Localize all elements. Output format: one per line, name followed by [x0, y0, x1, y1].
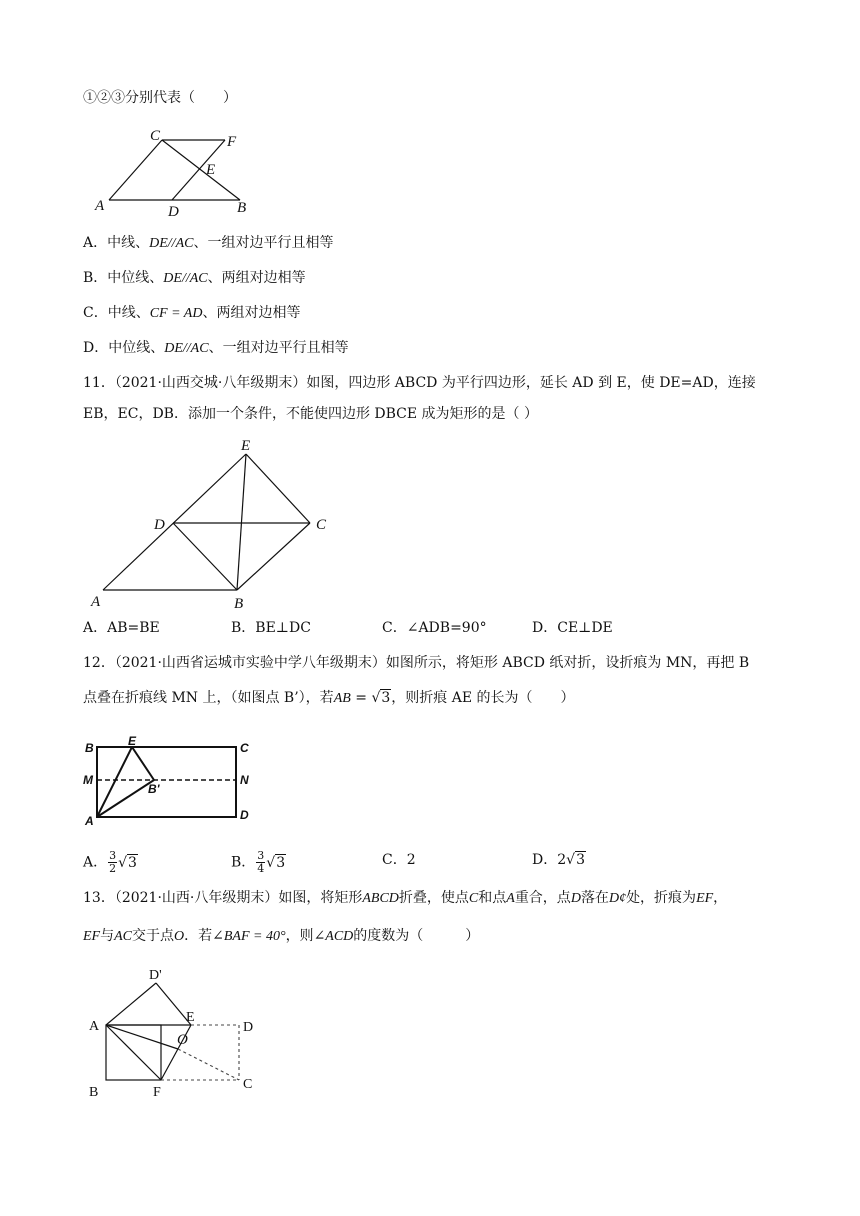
q10-label-B: B — [237, 200, 247, 216]
q13-label-B: B — [89, 1085, 99, 1100]
q13-stem-line2: EF与AC交于点O．若∠BAF = 40°，则∠ACD的度数为（ ） — [83, 928, 480, 944]
q13-label-D: D — [243, 1020, 254, 1035]
q12-option-c: C．2 — [382, 852, 416, 868]
q12-label-E: E — [128, 734, 137, 748]
q11-option-a: A．AB=BE — [83, 620, 160, 636]
q13-figure — [86, 965, 286, 1105]
q11-label-A: A — [91, 594, 101, 610]
q10-label-C: C — [150, 128, 161, 144]
q12-option-d: D．2√3 — [532, 852, 585, 868]
q13-label-O: O — [177, 1032, 188, 1048]
q10-option-b: B．中位线、DE//AC、两组对边相等 — [83, 270, 306, 286]
q11-label-D: D — [154, 517, 165, 533]
q13-label-E: E — [186, 1010, 195, 1025]
q10-label-F: F — [227, 134, 237, 150]
q10-label-E: E — [206, 162, 216, 178]
fraction: $\frac{3}{2}$ — [109, 849, 117, 875]
q10-label-A: A — [95, 198, 105, 214]
q12-stem-line2: 点叠在折痕线 MN 上，（如图点 B’），若AB = √3，则折痕 AE 的长为（ ） — [83, 690, 575, 706]
q13-stem-line1: 13．（2021·山西·八年级期末）如图，将矩形ABCD折叠，使点C和点A重合，点D落在D¢处，折痕为EF， — [83, 890, 728, 906]
q13-label-C: C — [243, 1077, 253, 1092]
sqrt-symbol: √3 — [566, 852, 585, 868]
sqrt-symbol: √3 — [266, 854, 286, 871]
q11-option-b: B．BE⊥DC — [231, 620, 311, 636]
q10-stem: ①②③分别代表（ ） — [83, 90, 237, 106]
sqrt-symbol: √3 — [371, 690, 391, 706]
q12-figure — [82, 733, 262, 833]
q12-label-A: A — [85, 814, 94, 828]
q11-label-B: B — [234, 596, 244, 612]
q13-label-A: A — [89, 1019, 100, 1034]
q10-option-a: A．中线、DE//AC、一组对边平行且相等 — [83, 235, 334, 251]
q12-label-B: B — [85, 741, 94, 755]
q11-stem-line1: 11．（2021·山西交城·八年级期末）如图，四边形 ABCD 为平行四边形，延长 AD 到 E，使 DE=AD，连接 — [83, 375, 756, 391]
q11-option-d: D．CE⊥DE — [532, 620, 613, 636]
q12-label-N: N — [240, 773, 249, 787]
sqrt-symbol: √3 — [118, 854, 137, 871]
q12-option-b: B． $\frac{3}{4}$ √3 — [231, 849, 286, 875]
q12-label-C: C — [240, 741, 249, 755]
q12-stem-line1: 12．（2021·山西省运城市实验中学八年级期末）如图所示，将矩形 ABCD 纸对折，设折痕为 MN，再把 B — [83, 655, 750, 671]
q10-option-c: C．中线、CF = AD、两组对边相等 — [83, 305, 301, 321]
q12-label-M: M — [83, 773, 93, 787]
fraction: $\frac{3}{4}$ — [257, 849, 265, 875]
q10-label-D: D — [168, 204, 179, 220]
q11-label-E: E — [241, 438, 251, 454]
q11-stem-line2: EB，EC，DB．添加一个条件，不能使四边形 DBCE 成为矩形的是（ ） — [83, 406, 539, 422]
q10-figure — [92, 128, 272, 218]
q13-label-D-prime: D' — [149, 968, 162, 983]
q11-option-c: C．∠ADB=90° — [382, 620, 487, 636]
q12-label-B-prime: B' — [148, 782, 160, 796]
q11-label-C: C — [316, 517, 327, 533]
q12-label-D: D — [240, 808, 249, 822]
q10-option-d: D．中位线、DE//AC、一组对边平行且相等 — [83, 340, 349, 356]
q11-figure — [88, 438, 348, 618]
q13-label-F: F — [153, 1085, 161, 1100]
q12-option-a: A． $\frac{3}{2}$ √3 — [83, 849, 137, 875]
